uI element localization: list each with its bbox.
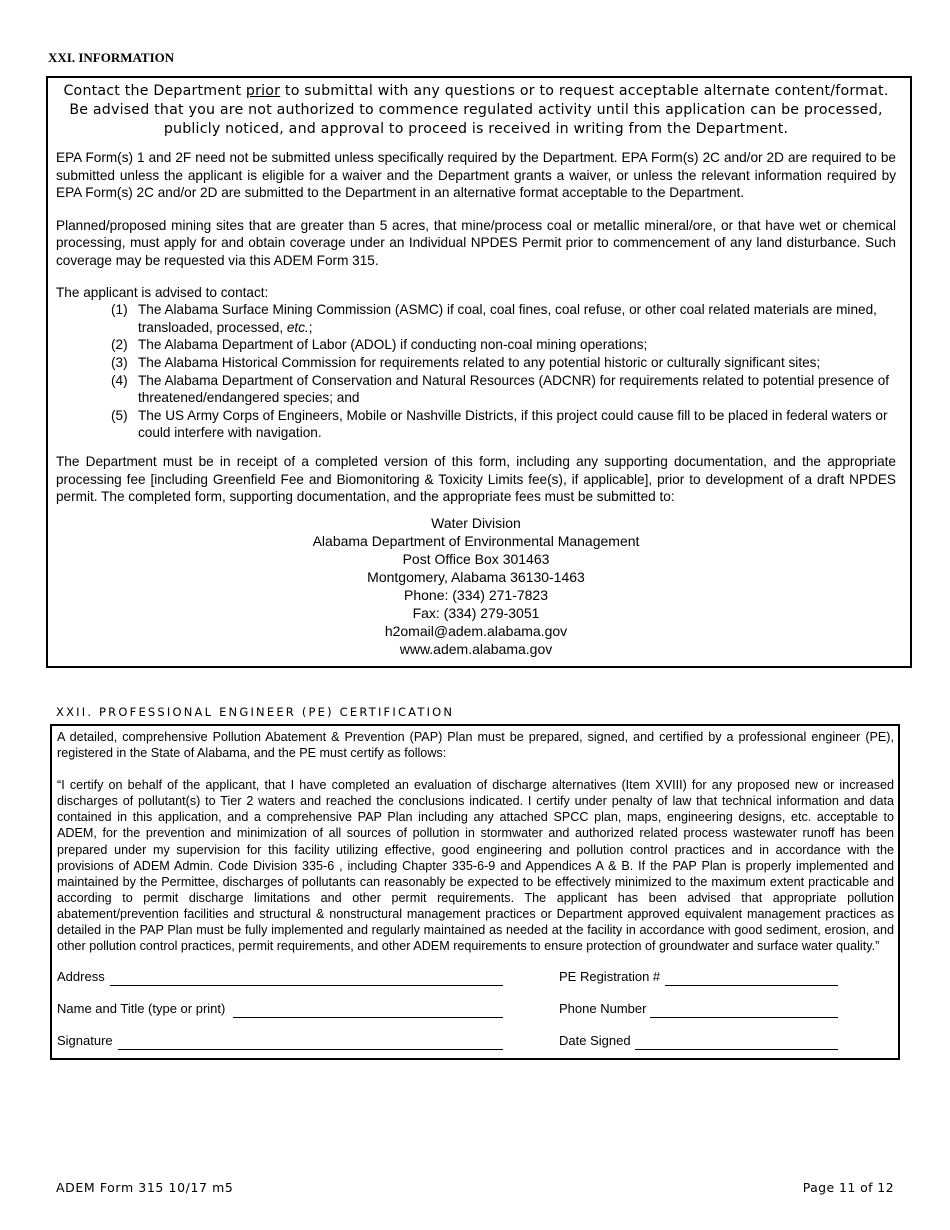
submission-paragraph: The Department must be in receipt of a completed version of this form, including any supporting documentation, and the appropriate processing fee [including Greenfield Fee and Biomonitoring & Toxicity Limits fee(s), if applicable], prior to development of a draft NPDES permit. The completed form, supporting documentation, and the appropriate fees must be submitted to:: [56, 453, 896, 505]
pe-registration-label: PE Registration #: [559, 969, 661, 984]
epa-forms-paragraph: EPA Form(s) 1 and 2F need not be submitted unless specifically required by the Department. EPA Form(s) 2C and/or 2D are required to be submitted unless the applicant is eligible for a waiver and the Department grants a waiver, or unless the relevant information required by EPA Form(s) 2C and/or 2D are submitted to the Department in an alternative format acceptable to the Department.: [56, 150, 896, 201]
contact-intro: The applicant is advised to contact:: [56, 284, 269, 300]
date-signed-label: Date Signed: [559, 1033, 631, 1048]
notice-line-1: Contact the Department prior to submittal with any questions or to request acceptable alternate content/format.: [63, 83, 889, 99]
address-city: Montgomery, Alabama 36130-1463: [367, 568, 585, 585]
contact-item: (1) The Alabama Surface Mining Commission (ASMC) if coal, coal fines, coal refuse, or other coal related materials are mined, transloaded, processed, etc.;: [111, 302, 877, 335]
signature-label: Signature: [57, 1033, 113, 1048]
pe-certification-statement: “I certify on behalf of the applicant, that I have completed an evaluation of discharge alternatives (Item XVIII) for any proposed new or increased discharges of pollutant(s) to Tier 2 waters and reached the conclusions indicated. I certify under penalty of law that technical information and data contained in this application, and a comprehensive PAP Plan including any attached SPCC plan, maps, engineering designs, etc. acceptable to ADEM, for the prevention and minimization of all sources of pollution in stormwater and authorized related process wastewater runoff has been prepared under my supervision for this facility utilizing effective, good engineering and pollution control practices and in accordance with the provisions of ADEM Admin. Code Division 335-6 , including Chapter 335-6-9 and Appendices A & B. If the PAP Plan is properly implemented and maintained by the Permittee, discharges of pollutants can reasonably be expected to be effectively minimized to the maximum extent practicable and according to permit discharge limitations and other permit requirements. The applicant has been advised that appropriate pollution abatement/prevention facilities and structural & nonstructural management practices or Department approved equivalent management practices as detailed in the PAP Plan must be fully implemented and regularly maintained as needed at the facility in accordance with good sediment, erosion, and other pollution control practices, permit requirements, and other ADEM requirements to ensure protection of groundwater and surface water quality.”: [57, 778, 894, 954]
address-fax: Fax: (334) 279-3051: [412, 604, 540, 621]
address-phone: Phone: (334) 271-7823: [404, 586, 548, 603]
name-title-label: Name and Title (type or print): [57, 1001, 226, 1016]
name-title-input[interactable]: [233, 1017, 503, 1018]
contact-item: (3) The Alabama Historical Commission for requirements related to any potential historic or culturally significant sites;: [111, 354, 821, 370]
contact-list: [56, 301, 896, 442]
notice-line-2: Be advised that you are not authorized to commence regulated activity until this application can be processed,: [69, 102, 883, 118]
address-department: Alabama Department of Environmental Management: [312, 532, 640, 549]
information-box: [46, 76, 912, 668]
notice-block: [56, 82, 896, 139]
pe-registration-input[interactable]: [665, 985, 838, 986]
pe-certification-box: [50, 724, 900, 1060]
pe-intro-paragraph: A detailed, comprehensive Pollution Abatement & Prevention (PAP) Plan must be prepared, signed, and certified by a professional engineer (PE), registered in the State of Alabama, and the PE must certify as follows:: [57, 730, 894, 761]
date-signed-input[interactable]: [635, 1049, 838, 1050]
notice-line-3: publicly noticed, and approval to proceed is received in writing from the Department.: [163, 121, 789, 137]
section-xxi-title: XXI. INFORMATION: [48, 50, 175, 65]
mining-paragraph: Planned/proposed mining sites that are greater than 5 acres, that mine/process coal or metallic mineral/ore, or that have wet or chemical processing, must apply for and obtain coverage under an Individual NPDES Permit prior to commencement of any land disturbance. Such coverage may be requested via this ADEM Form 315.: [56, 217, 896, 268]
address-website: www.adem.alabama.gov: [399, 640, 553, 657]
contact-item: (5) The US Army Corps of Engineers, Mobile or Nashville Districts, if this project could cause fill to be placed in federal waters or could interfere with navigation.: [111, 407, 888, 441]
phone-number-input[interactable]: [650, 1017, 838, 1018]
address-label: Address: [57, 969, 105, 984]
prior-emphasis: prior: [245, 83, 281, 99]
contact-item: (4) The Alabama Department of Conservation and Natural Resources (ADCNR) for requirements related to potential presence of threatened/endangered species; and: [111, 372, 890, 406]
page-number: Page 11 of 12: [802, 1180, 894, 1195]
phone-number-label: Phone Number: [559, 1001, 647, 1016]
address-email: h2omail@adem.alabama.gov: [384, 622, 568, 639]
address-division: Water Division: [431, 514, 521, 531]
mailing-address: [56, 514, 896, 658]
address-input[interactable]: [110, 985, 503, 986]
contact-item: (2) The Alabama Department of Labor (ADOL) if conducting non-coal mining operations;: [111, 337, 648, 353]
form-identifier: ADEM Form 315 10/17 m5: [56, 1180, 234, 1195]
section-xxii-title: XXII. PROFESSIONAL ENGINEER (PE) CERTIFICATION: [56, 705, 455, 719]
signature-input[interactable]: [118, 1049, 503, 1050]
address-po-box: Post Office Box 301463: [402, 550, 550, 567]
